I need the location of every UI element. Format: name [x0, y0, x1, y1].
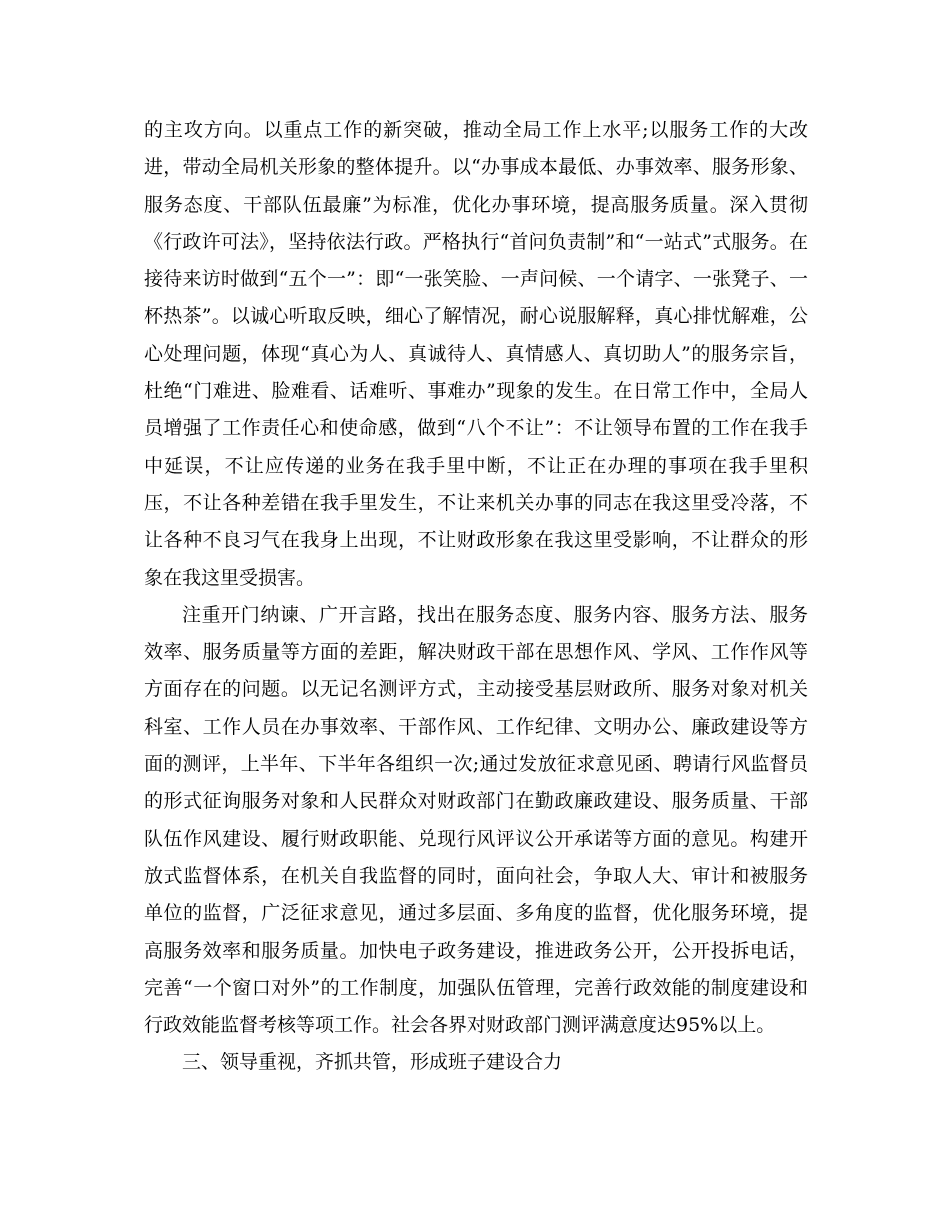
section-heading: 三、领导重视，齐抓共管，形成班子建设合力 — [182, 1051, 563, 1074]
document-page — [144, 112, 808, 1082]
body-paragraph-2: 注重开门纳谏、广开言路，找出在服务态度、服务内容、服务方法、服务效率、服务质量等方面的差距，解决财政干部在思想作风、学风、工作作风等方面存在的问题。以无记名测评方式，主动接受基层财政所、服务对象对机关科室、工作人员在办事效率、干部作风、工作纪律、文明办公、廉政建设等方面的测评，上半年、下半年各组织一次;通过发放征求意见函、聘请行风监督员的形式征询服务对象和人民群众对财政部门在勤政廉政建设、服务质量、干部队伍作风建设、履行财政职能、兑现行风评议公开承诺等方面的意见。构建开放式监督体系，在机关自我监督的同时，面向社会，争取人大、审计和被服务单位的监督，广泛征求意见，通过多层面、多角度的监督，优化服务环境，提高服务效率和服务质量。加快电子政务建设，推进政务公开，公开投拆电话，完善“一个窗口对外”的工作制度，加强队伍管理，完善行政效能的制度建设和行政效能监督考核等项工作。社会各界对财政部门测评满意度达95%以上。 — [144, 603, 808, 1037]
body-paragraph-1: 的主攻方向。以重点工作的新突破，推动全局工作上水平;以服务工作的大改进，带动全局机关形象的整体提升。以“办事成本最低、办事效率、服务形象、服务态度、干部队伍最廉”为标准，优化办事环境，提高服务质量。深入贯彻《行政许可法》，坚持依法行政。严格执行“首问负责制”和“一站式”式服务。在接待来访时做到“五个一”：即“一张笑脸、一声问候、一个请字、一张凳子、一杯热茶”。以诚心听取反映，细心了解情况，耐心说服解释，真心排忧解难，公心处理问题，体现“真心为人、真诚待人、真情感人、真切助人”的服务宗旨，杜绝“门难进、脸难看、话难听、事难办”现象的发生。在日常工作中，全局人员增强了工作责任心和使命感，做到“八个不让”：不让领导布置的工作在我手中延误，不让应传递的业务在我手里中断，不让正在办理的事项在我手里积压，不让各种差错在我手里发生，不让来机关办事的同志在我这里受冷落，不让各种不良习气在我身上出现，不让财政形象在我这里受影响，不让群众的形象在我这里受损害。 — [144, 119, 808, 589]
